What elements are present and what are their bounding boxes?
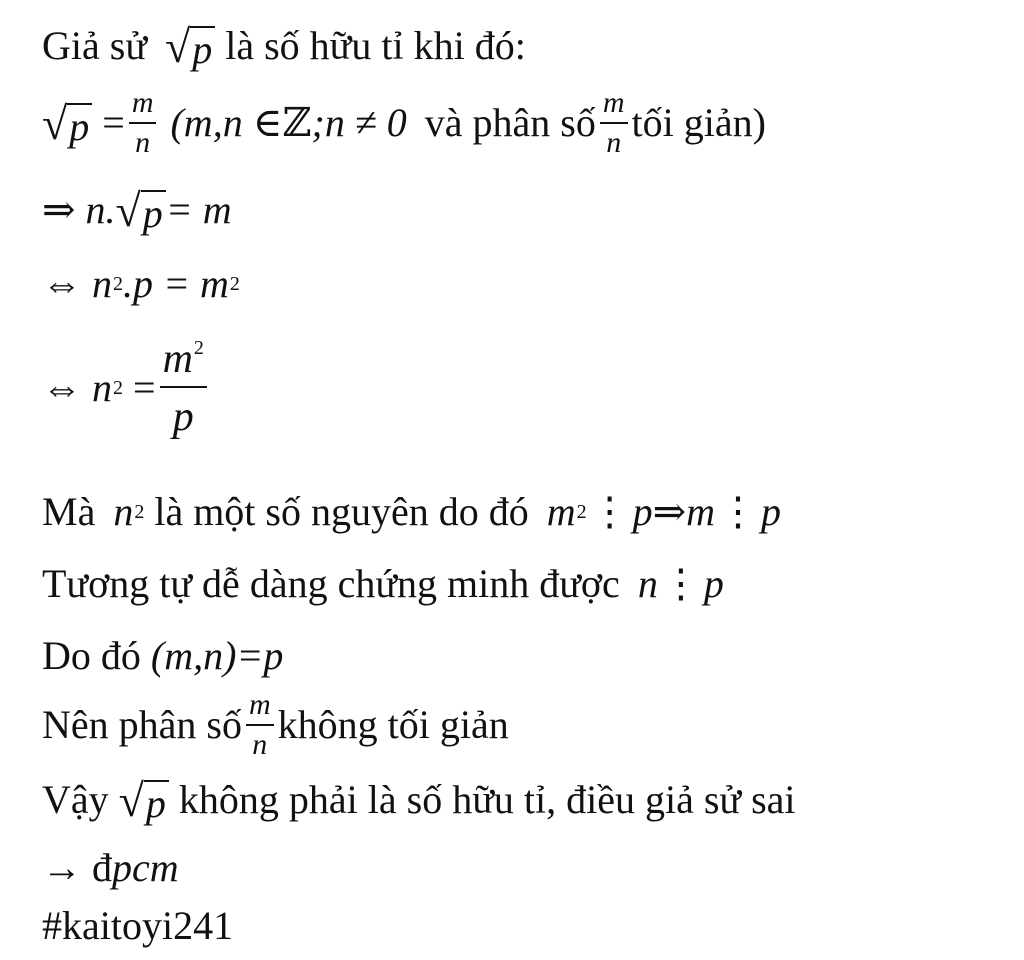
var-n: n xyxy=(113,489,134,534)
condition-a: (m,n ∈ xyxy=(170,100,283,145)
divides-symbol: ⋮ xyxy=(660,561,701,606)
denominator: n xyxy=(252,728,268,761)
radical-sign: √ xyxy=(115,185,141,236)
exponent: 2 xyxy=(193,337,204,359)
denominator: p xyxy=(172,394,194,440)
text: và phân số xyxy=(424,100,596,145)
radicand: p xyxy=(141,190,166,234)
radicand: p xyxy=(67,103,92,147)
proof-line-9 xyxy=(42,690,509,760)
var-m: m xyxy=(686,489,716,534)
proof-line-5 xyxy=(42,338,211,438)
radical-sign: √ xyxy=(118,775,144,826)
gcd-expression: (m,n)=p xyxy=(150,633,284,678)
numerator: $m^2$ xyxy=(160,338,207,388)
sqrt-p xyxy=(119,776,169,824)
numerator: m xyxy=(129,88,157,124)
equals: = xyxy=(102,100,125,145)
condition-b: ;n ≠ 0 xyxy=(311,100,407,145)
right-arrow: → xyxy=(42,845,82,890)
text: không phải là số hữu tỉ, điều giả sử sai xyxy=(178,777,796,822)
proof-line-6 xyxy=(42,489,782,534)
proof-line-1 xyxy=(42,22,526,70)
var-p: p xyxy=(632,489,653,534)
divides-symbol: ⋮ xyxy=(589,489,630,534)
radical-sign: √ xyxy=(165,21,191,72)
sqrt-p xyxy=(165,22,215,70)
proof-line-3 xyxy=(42,186,232,234)
text-italic: pcm xyxy=(112,845,179,890)
expr-lhs: n. xyxy=(85,187,116,232)
text: Do đó xyxy=(42,633,141,678)
fraction-m-over-n xyxy=(129,88,157,158)
exponent: 2 xyxy=(576,501,587,523)
text: tối giản) xyxy=(631,100,766,145)
exponent: 2 xyxy=(113,273,123,295)
radical-sign: √ xyxy=(42,98,68,149)
var-n: n xyxy=(637,561,658,606)
radicand: p xyxy=(144,780,169,824)
denominator: n xyxy=(135,126,151,159)
var-p: p xyxy=(761,489,782,534)
exponent: 2 xyxy=(134,501,145,523)
equivalent-arrow: ⇔ xyxy=(42,365,82,410)
text: Nên phân số xyxy=(42,702,242,747)
implies-arrow: ⇒ xyxy=(652,489,687,534)
var-n: n xyxy=(92,261,112,306)
implies-arrow: ⇒ xyxy=(42,187,76,232)
text: Vậy xyxy=(42,777,109,822)
text: không tối giản xyxy=(277,702,509,747)
numerator: m xyxy=(246,690,274,726)
proof-line-8 xyxy=(42,633,284,678)
author-tag xyxy=(42,903,234,948)
var-m: m xyxy=(546,489,576,534)
exponent: 2 xyxy=(229,273,240,295)
exponent: 2 xyxy=(113,377,123,399)
proof-line-2 xyxy=(42,88,766,158)
proof-line-7 xyxy=(42,561,724,606)
radicand: p xyxy=(190,26,215,70)
divides-symbol: ⋮ xyxy=(718,489,759,534)
proof-line-10 xyxy=(42,776,796,824)
var-p: p xyxy=(703,561,724,606)
equivalent-arrow: ⇔ xyxy=(42,261,82,306)
text: là một số nguyên do đó xyxy=(154,489,529,534)
equals: = xyxy=(133,365,156,410)
text: Mà xyxy=(42,489,96,534)
text: là số hữu tỉ khi đó: xyxy=(225,23,526,68)
numerator: m xyxy=(600,88,628,124)
hashtag: #kaitoyi241 xyxy=(42,903,234,948)
fraction-m-over-n xyxy=(246,690,274,760)
sqrt-p xyxy=(116,186,166,234)
text: Giả sử xyxy=(42,23,147,68)
proof-line-11 xyxy=(42,845,179,890)
expr-rhs: = m xyxy=(165,187,232,232)
sqrt-p xyxy=(42,99,92,147)
proof-line-4 xyxy=(42,261,240,306)
integer-set: ℤ xyxy=(282,100,312,145)
text: Tương tự dễ dàng chứng minh được xyxy=(42,561,620,606)
text: đ xyxy=(92,845,112,890)
denominator: n xyxy=(606,126,622,159)
fraction-m-over-n xyxy=(600,88,628,158)
var-n: n xyxy=(92,365,112,410)
fraction-m2-over-p xyxy=(160,338,207,438)
expr-mid: .p = m xyxy=(123,261,229,306)
